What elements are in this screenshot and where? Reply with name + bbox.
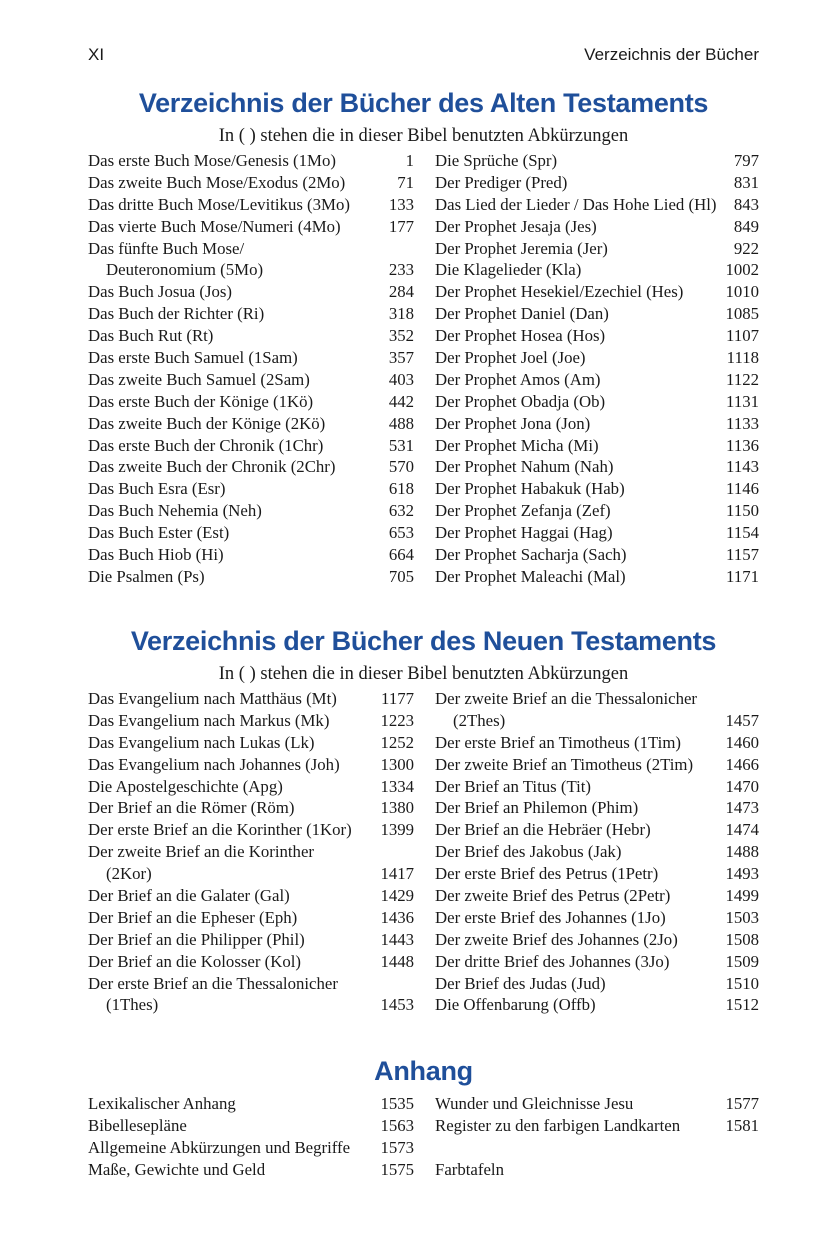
- list-item: [435, 325, 759, 347]
- list-item: [435, 994, 759, 1016]
- book-title: Der erste Brief an Timotheus (1Tim): [435, 732, 681, 752]
- list-item: [435, 885, 759, 907]
- list-item: [88, 863, 414, 885]
- book-title: Der Brief an Titus (Tit): [435, 776, 592, 796]
- new-testament-left-column: [88, 688, 414, 1016]
- list-item: [88, 754, 414, 776]
- book-title: Die Apostelgeschichte (Apg): [88, 776, 283, 796]
- page-ref: 1252: [380, 732, 414, 752]
- list-item: [88, 907, 414, 929]
- book-title: Das Buch der Richter (Ri): [88, 304, 265, 324]
- book-title: Der Brief des Jakobus (Jak): [435, 842, 622, 862]
- list-item: [88, 500, 414, 522]
- list-item: [88, 391, 414, 413]
- book-title: Das vierte Buch Mose/Numeri (4Mo): [88, 216, 341, 236]
- list-item: [435, 973, 759, 995]
- page-ref: 570: [388, 457, 414, 477]
- book-title: Maße, Gewichte und Geld: [88, 1159, 266, 1179]
- book-title: Das Buch Rut (Rt): [88, 326, 214, 346]
- page-ref: 1118: [726, 348, 759, 368]
- list-item: [88, 1093, 414, 1115]
- list-item: [435, 259, 759, 281]
- list-item: [88, 1137, 414, 1159]
- book-title: Der Prediger (Pred): [435, 172, 568, 192]
- list-item: [88, 369, 414, 391]
- list-item: [435, 544, 759, 566]
- list-item: [435, 478, 759, 500]
- list-item: [88, 259, 414, 281]
- book-title: Der zweite Brief an Timotheus (2Tim): [435, 754, 694, 774]
- list-item: [435, 1115, 759, 1137]
- book-title: (2Thes): [453, 710, 506, 730]
- book-title: Der Prophet Jesaja (Jes): [435, 216, 597, 236]
- page-ref: 1466: [725, 754, 759, 774]
- book-title: Der Prophet Jona (Jon): [435, 413, 591, 433]
- page-ref: 1573: [380, 1137, 414, 1157]
- book-title: Der Brief an die Hebräer (Hebr): [435, 820, 651, 840]
- book-title: Der dritte Brief des Johannes (3Jo): [435, 951, 670, 971]
- new-testament-section: [88, 624, 759, 1018]
- page-ref: 831: [733, 172, 759, 192]
- page-number: XI: [88, 45, 105, 64]
- list-item: [88, 456, 414, 478]
- list-item: [88, 929, 414, 951]
- page-ref: 1453: [380, 995, 414, 1015]
- old-testament-subtitle: In ( ) stehen die in dieser Bibel benutzten Abkürzungen: [218, 126, 629, 146]
- page-ref: 1334: [380, 776, 414, 796]
- page-ref: 1223: [380, 710, 414, 730]
- page-ref: 1508: [725, 929, 759, 949]
- list-item: [435, 841, 759, 863]
- page-ref: 1509: [725, 951, 759, 971]
- new-testament-list: [88, 688, 759, 1018]
- list-item: [435, 369, 759, 391]
- page-ref: 1512: [725, 995, 759, 1015]
- page-ref: 403: [388, 369, 414, 389]
- book-title: Das zweite Buch der Könige (2Kö): [88, 413, 326, 433]
- page-ref: 1122: [726, 369, 759, 389]
- book-title: (1Thes): [106, 995, 159, 1015]
- list-item: [88, 172, 414, 194]
- page-ref: 922: [733, 238, 759, 258]
- list-item: [435, 710, 759, 732]
- book-title: Der Prophet Amos (Am): [435, 369, 601, 389]
- list-item: [435, 194, 759, 216]
- old-testament-title: Verzeichnis der Bücher des Alten Testaments: [138, 88, 709, 118]
- page-ref: 1143: [726, 457, 759, 477]
- list-item: [88, 435, 414, 457]
- list-item: [88, 732, 414, 754]
- list-item: [435, 238, 759, 260]
- list-item: [88, 885, 414, 907]
- old-testament-right-column: [435, 150, 759, 588]
- list-item: [435, 907, 759, 929]
- page-ref: 1085: [725, 304, 759, 324]
- page-ref: 1499: [725, 886, 759, 906]
- page-ref: 1510: [725, 973, 759, 993]
- book-title: Register zu den farbigen Landkarten: [435, 1115, 681, 1135]
- list-item: [88, 150, 414, 172]
- page-ref: 1488: [725, 842, 759, 862]
- page-ref: 71: [397, 172, 414, 192]
- book-title: Der erste Brief an die Korinther (1Kor): [88, 820, 352, 840]
- page-ref: 664: [388, 545, 414, 565]
- book-title: Der Prophet Haggai (Hag): [435, 523, 613, 543]
- page-ref: 1460: [725, 732, 759, 752]
- book-title: Das erste Buch Samuel (1Sam): [88, 348, 298, 368]
- book-title: Die Offenbarung (Offb): [435, 995, 596, 1015]
- page-ref: 1157: [726, 545, 759, 565]
- page-ref: 1177: [381, 689, 414, 708]
- list-item: [435, 391, 759, 413]
- list-item: [435, 216, 759, 238]
- page-ref: 1417: [380, 864, 414, 884]
- list-item: [435, 1159, 759, 1181]
- book-title: Die Klagelieder (Kla): [435, 260, 582, 280]
- book-title: Der Brief des Judas (Jud): [435, 973, 606, 993]
- page-ref: 442: [388, 391, 414, 411]
- book-title: Der Brief an die Epheser (Eph): [88, 907, 298, 927]
- book-title: Das Evangelium nach Lukas (Lk): [88, 732, 315, 752]
- list-item: [435, 522, 759, 544]
- page-ref: 632: [388, 501, 414, 521]
- list-item: [88, 544, 414, 566]
- book-title: Die Psalmen (Ps): [88, 566, 205, 586]
- page-ref: 133: [388, 194, 414, 214]
- book-title: Das zweite Buch Samuel (2Sam): [88, 369, 310, 389]
- book-title: Das Buch Hiob (Hi): [88, 545, 224, 565]
- list-item: [435, 435, 759, 457]
- page-ref: 177: [388, 216, 414, 236]
- list-item: [435, 456, 759, 478]
- list-item: [88, 688, 414, 710]
- new-testament-right-column: [435, 688, 759, 1016]
- page-ref: 1503: [725, 907, 759, 927]
- list-item: [435, 951, 759, 973]
- page-ref: 1581: [725, 1115, 759, 1135]
- page-ref: 233: [388, 260, 414, 280]
- book-title: Der Prophet Sacharja (Sach): [435, 545, 627, 565]
- list-item: [88, 238, 414, 260]
- list-item: [88, 973, 414, 995]
- list-item: [435, 797, 759, 819]
- page-ref: 531: [388, 435, 414, 455]
- list-item: [88, 776, 414, 798]
- page-ref: 284: [388, 282, 414, 302]
- page-ref: 843: [733, 194, 759, 214]
- list-item: [435, 819, 759, 841]
- book-title: Der Prophet Maleachi (Mal): [435, 566, 626, 586]
- list-item: [435, 500, 759, 522]
- page-ref: 318: [388, 304, 414, 324]
- list-item: [88, 281, 414, 303]
- list-item: [435, 566, 759, 588]
- page-ref: 1457: [725, 710, 759, 730]
- book-title: Das fünfte Buch Mose/: [88, 238, 245, 258]
- page-ref: 1380: [380, 798, 414, 818]
- list-item: [435, 929, 759, 951]
- page-ref: 1474: [725, 820, 759, 840]
- page-ref: 1429: [380, 886, 414, 906]
- old-testament-left-column: [88, 150, 414, 588]
- list-item: [88, 413, 414, 435]
- page-ref: 1131: [726, 391, 759, 411]
- page-ref: 1171: [726, 566, 759, 586]
- book-title: Lexikalischer Anhang: [88, 1094, 236, 1113]
- list-item: [88, 194, 414, 216]
- page-ref: 849: [733, 216, 759, 236]
- page-ref: 488: [388, 413, 414, 433]
- book-title: Die Sprüche (Spr): [435, 151, 558, 170]
- list-item: [435, 688, 759, 710]
- book-title: Der Prophet Habakuk (Hab): [435, 479, 625, 499]
- appendix-right-column: [435, 1093, 759, 1181]
- book-title: Der Prophet Daniel (Dan): [435, 304, 609, 324]
- appendix-title: Anhang: [374, 1056, 473, 1086]
- book-title: Das Evangelium nach Markus (Mk): [88, 710, 330, 730]
- page-ref: 1136: [726, 435, 759, 455]
- book-title: Der Prophet Nahum (Nah): [435, 457, 614, 477]
- list-item: [88, 994, 414, 1016]
- list-item: [88, 566, 414, 588]
- page-ref: 1010: [725, 282, 759, 302]
- appendix-list: [88, 1093, 759, 1183]
- list-item: [88, 522, 414, 544]
- old-testament-list: [88, 150, 759, 590]
- page-ref: 1146: [726, 479, 759, 499]
- book-title: Der Prophet Obadja (Ob): [435, 391, 606, 411]
- list-item: [88, 216, 414, 238]
- running-title: Verzeichnis der Bücher: [584, 45, 759, 64]
- book-title: Der erste Brief des Petrus (1Petr): [435, 864, 659, 884]
- book-title: Das zweite Buch der Chronik (2Chr): [88, 457, 336, 477]
- list-item: [88, 347, 414, 369]
- book-title: Das erste Buch der Chronik (1Chr): [88, 435, 324, 455]
- page-ref: 1470: [725, 776, 759, 796]
- book-title: Farbtafeln: [435, 1159, 504, 1179]
- book-title: Das Buch Esra (Esr): [88, 479, 226, 499]
- book-title: Der zweite Brief des Johannes (2Jo): [435, 929, 678, 949]
- book-title: Der Brief an die Römer (Röm): [88, 798, 295, 818]
- list-item: [435, 863, 759, 885]
- old-testament-section: [88, 86, 759, 590]
- page-ref: 797: [733, 151, 759, 170]
- appendix-section: [88, 1054, 759, 1183]
- book-title: Der erste Brief an die Thessalonicher: [88, 973, 338, 993]
- book-title: Allgemeine Abkürzungen und Begriffe: [88, 1137, 351, 1157]
- appendix-left-column: [88, 1093, 414, 1181]
- list-item: [435, 1093, 759, 1115]
- page-ref: 618: [388, 479, 414, 499]
- page-ref: 1154: [726, 523, 759, 543]
- page-ref: 1002: [725, 260, 759, 280]
- book-title: Der Brief an die Kolosser (Kol): [88, 951, 301, 971]
- book-title: Der Prophet Hesekiel/Ezechiel (Hes): [435, 282, 684, 302]
- list-item: [88, 1115, 414, 1137]
- list-item: [435, 413, 759, 435]
- list-item: [435, 776, 759, 798]
- book-title: Das dritte Buch Mose/Levitikus (3Mo): [88, 194, 350, 214]
- list-item: [88, 325, 414, 347]
- book-title: Der erste Brief des Johannes (1Jo): [435, 907, 666, 927]
- book-title: Das zweite Buch Mose/Exodus (2Mo): [88, 172, 346, 192]
- book-title: Das Evangelium nach Matthäus (Mt): [88, 689, 337, 708]
- book-title: Das Buch Nehemia (Neh): [88, 501, 262, 521]
- list-item: [435, 347, 759, 369]
- list-item: [88, 478, 414, 500]
- page-ref: 1300: [380, 754, 414, 774]
- book-title: Der Prophet Hosea (Hos): [435, 326, 606, 346]
- page-ref: 1473: [725, 798, 759, 818]
- book-title: Der zweite Brief an die Korinther: [88, 842, 314, 862]
- page-ref: 1535: [380, 1094, 414, 1113]
- list-item: [88, 710, 414, 732]
- book-title: Das erste Buch der Könige (1Kö): [88, 391, 314, 411]
- book-title: Der Brief an Philemon (Phim): [435, 798, 639, 818]
- book-title: Bibellesepläne: [88, 1115, 187, 1135]
- page-ref: 653: [388, 523, 414, 543]
- new-testament-subtitle: In ( ) stehen die in dieser Bibel benutzten Abkürzungen: [218, 664, 629, 684]
- page-ref: 1: [405, 151, 414, 170]
- page-ref: 1577: [725, 1094, 759, 1113]
- book-title: Der Brief an die Philipper (Phil): [88, 929, 305, 949]
- book-title: (2Kor): [106, 864, 152, 884]
- book-title: Das Buch Josua (Jos): [88, 282, 233, 302]
- book-title: Der Brief an die Galater (Gal): [88, 886, 290, 906]
- page-ref: 1150: [726, 501, 759, 521]
- book-title: Der Prophet Jeremia (Jer): [435, 238, 608, 258]
- page-ref: 1399: [380, 820, 414, 840]
- list-item: [435, 172, 759, 194]
- list-item: [435, 732, 759, 754]
- new-testament-title: Verzeichnis der Bücher des Neuen Testaments: [130, 626, 717, 656]
- page-ref: 1493: [725, 864, 759, 884]
- list-item: [88, 819, 414, 841]
- book-title: Deuteronomium (5Mo): [106, 260, 264, 280]
- book-title: Das Evangelium nach Johannes (Joh): [88, 754, 340, 774]
- page-ref: 1436: [380, 907, 414, 927]
- list-item: [435, 150, 759, 172]
- list-item: [435, 281, 759, 303]
- list-item: [88, 797, 414, 819]
- page-ref: 1448: [380, 951, 414, 971]
- book-title: Der Prophet Joel (Joe): [435, 348, 586, 368]
- book-title: Das Lied der Lieder / Das Hohe Lied (Hl): [435, 194, 717, 214]
- list-item: [88, 841, 414, 863]
- list-item: [88, 303, 414, 325]
- page-ref: 705: [388, 566, 414, 586]
- list-item: [435, 754, 759, 776]
- book-title: Wunder und Gleichnisse Jesu: [435, 1094, 634, 1113]
- page-ref: 352: [388, 326, 414, 346]
- page-ref: 1563: [380, 1115, 414, 1135]
- book-title: Der Prophet Micha (Mi): [435, 435, 599, 455]
- book-title: Das erste Buch Mose/Genesis (1Mo): [88, 151, 336, 170]
- page-ref: 1575: [380, 1159, 414, 1179]
- list-item: [88, 1159, 414, 1181]
- page-ref: 1133: [726, 413, 759, 433]
- book-title: Das Buch Ester (Est): [88, 523, 230, 543]
- list-item: [88, 951, 414, 973]
- page-ref: 1107: [726, 326, 759, 346]
- list-item: [435, 1137, 759, 1159]
- list-item: [435, 303, 759, 325]
- book-title: Der zweite Brief des Petrus (2Petr): [435, 886, 671, 906]
- book-title: Der Prophet Zefanja (Zef): [435, 501, 611, 521]
- page-ref: 357: [388, 348, 414, 368]
- page-ref: 1443: [380, 929, 414, 949]
- book-title: Der zweite Brief an die Thessalonicher: [435, 689, 698, 708]
